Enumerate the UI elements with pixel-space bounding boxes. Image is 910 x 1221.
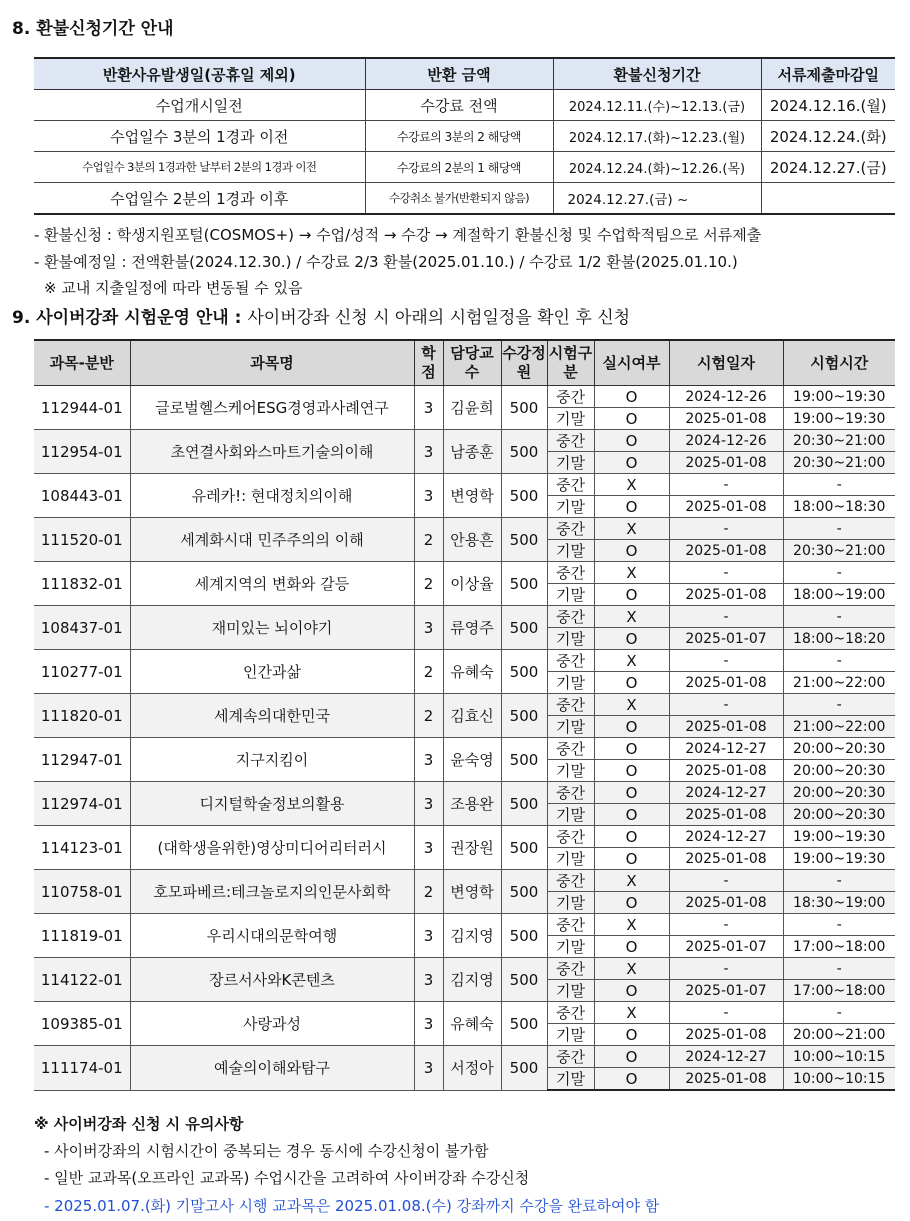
course-name: (대학생을위한)영상미디어리터러시 [130,826,414,870]
exam-date: - [669,606,783,628]
table-row [34,121,895,152]
exam-date: - [669,474,783,496]
amount-cell: 수강료의 3분의 2 해당액 [365,121,553,152]
table-row [34,1046,895,1068]
exam-time: - [783,1002,895,1024]
refund-period-table [34,57,895,215]
exam-date: 2025-01-07 [669,936,783,958]
table-row [34,870,895,892]
period-cell: 2024.12.17.(화)~12.23.(월) [553,121,761,152]
exam-date: 2025-01-08 [669,672,783,694]
course-credit: 2 [414,870,443,914]
course-credit: 3 [414,958,443,1002]
exam-time: - [783,870,895,892]
exam-time: 10:00~10:15 [783,1046,895,1068]
amount-cell: 수강취소 불가(반환되지 않음) [365,183,553,215]
exam-conducted: X [594,694,669,716]
exam-date: 2025-01-08 [669,716,783,738]
exam-conducted: O [594,584,669,606]
course-credit: 3 [414,606,443,650]
header-document-deadline: 서류제출마감일 [761,58,895,90]
exam-time: 19:00~19:30 [783,408,895,430]
exam-time: - [783,958,895,980]
exam-conducted: X [594,1002,669,1024]
course-code: 112944-01 [34,386,130,430]
exam-type: 기말 [547,540,594,562]
exam-conducted: O [594,408,669,430]
course-professor: 서정아 [443,1046,501,1091]
table-row [34,1002,895,1024]
table-row [34,738,895,760]
table-row [34,386,895,408]
exam-time: 20:00~20:30 [783,804,895,826]
course-professor: 이상율 [443,562,501,606]
course-professor: 김효신 [443,694,501,738]
exam-date: 2025-01-08 [669,452,783,474]
exam-time: 21:00~22:00 [783,672,895,694]
course-code: 111819-01 [34,914,130,958]
reason-cell: 수업일수 3분의 1경과한 날부터 2분의 1경과 이전 [34,152,365,183]
exam-date: 2025-01-08 [669,760,783,782]
table-row [34,562,895,584]
exam-date: 2024-12-27 [669,782,783,804]
course-code: 112947-01 [34,738,130,782]
header-professor: 담당교수 [443,340,501,386]
exam-date: - [669,518,783,540]
exam-type: 기말 [547,496,594,518]
course-capacity: 500 [501,474,547,518]
course-name: 유레카!: 현대정치의이해 [130,474,414,518]
exam-time: 17:00~18:00 [783,936,895,958]
table-row [34,694,895,716]
course-professor: 유혜숙 [443,1002,501,1046]
course-code: 111832-01 [34,562,130,606]
section-number: 8. [12,19,31,39]
course-credit: 2 [414,650,443,694]
caution-item: - 사이버강좌의 시험시간이 중복되는 경우 동시에 수강신청이 불가함 [44,1142,489,1160]
exam-conducted: X [594,650,669,672]
exam-type: 중간 [547,386,594,408]
table-row [34,650,895,672]
exam-conducted: O [594,738,669,760]
course-capacity: 500 [501,386,547,430]
exam-conducted: X [594,870,669,892]
course-name: 호모파베르:테크놀로지의인문사회학 [130,870,414,914]
exam-conducted: O [594,540,669,562]
course-name: 세계화시대 민주주의의 이해 [130,518,414,562]
table-header-row [34,340,895,386]
refund-note-disclaimer: ※ 교내 지출일정에 따라 변동될 수 있음 [44,279,303,297]
header-exam-type: 시험구분 [547,340,594,386]
course-capacity: 500 [501,870,547,914]
exam-time: - [783,694,895,716]
exam-time: - [783,518,895,540]
course-name: 우리시대의문학여행 [130,914,414,958]
exam-type: 기말 [547,936,594,958]
caution-item-highlight: - 2025.01.07.(화) 기말고사 시행 교과목은 2025.01.08.(수) 강좌까지 수강을 완료하여야 함 [44,1197,660,1215]
course-name: 인간과삶 [130,650,414,694]
exam-time: 20:30~21:00 [783,540,895,562]
header-refund-period: 환불신청기간 [553,58,761,90]
exam-conducted: O [594,386,669,408]
exam-type: 기말 [547,980,594,1002]
exam-type: 중간 [547,518,594,540]
deadline-cell: 2024.12.24.(화) [761,121,895,152]
exam-time: 10:00~10:15 [783,1068,895,1091]
exam-type: 중간 [547,826,594,848]
course-professor: 변영학 [443,474,501,518]
course-name: 장르서사와K콘텐츠 [130,958,414,1002]
exam-type: 기말 [547,848,594,870]
course-code: 108443-01 [34,474,130,518]
exam-type: 중간 [547,606,594,628]
course-capacity: 500 [501,958,547,1002]
exam-type: 중간 [547,738,594,760]
course-name: 초연결사회와스마트기술의이해 [130,430,414,474]
caution-title: ※ 사이버강좌 신청 시 유의사항 [34,1115,244,1133]
course-name: 예술의이해와탐구 [130,1046,414,1091]
header-credit: 학점 [414,340,443,386]
course-capacity: 500 [501,694,547,738]
amount-cell: 수강료 전액 [365,90,553,121]
course-credit: 2 [414,694,443,738]
exam-date: 2025-01-08 [669,1068,783,1091]
header-course-name: 과목명 [130,340,414,386]
course-capacity: 500 [501,650,547,694]
exam-conducted: O [594,716,669,738]
course-credit: 3 [414,474,443,518]
course-capacity: 500 [501,518,547,562]
exam-type: 중간 [547,782,594,804]
course-name: 지구지킴이 [130,738,414,782]
table-row [34,958,895,980]
exam-time: - [783,474,895,496]
exam-conducted: X [594,914,669,936]
course-professor: 유혜숙 [443,650,501,694]
course-professor: 조용완 [443,782,501,826]
exam-date: 2025-01-08 [669,892,783,914]
exam-date: 2024-12-27 [669,1046,783,1068]
course-code: 111520-01 [34,518,130,562]
exam-time: - [783,606,895,628]
deadline-cell: 2024.12.16.(월) [761,90,895,121]
exam-type: 중간 [547,694,594,716]
exam-date: 2025-01-08 [669,408,783,430]
exam-conducted: O [594,936,669,958]
exam-time: 21:00~22:00 [783,716,895,738]
course-capacity: 500 [501,1002,547,1046]
section-number: 9. [12,308,31,328]
course-capacity: 500 [501,562,547,606]
reason-cell: 수업일수 3분의 1경과 이전 [34,121,365,152]
course-code: 112954-01 [34,430,130,474]
course-professor: 권장원 [443,826,501,870]
table-row [34,914,895,936]
exam-conducted: X [594,606,669,628]
course-code: 109385-01 [34,1002,130,1046]
exam-type: 기말 [547,408,594,430]
exam-time: 18:00~18:30 [783,496,895,518]
course-professor: 김지영 [443,958,501,1002]
exam-date: 2025-01-07 [669,628,783,650]
exam-date: - [669,870,783,892]
exam-time: 18:30~19:00 [783,892,895,914]
exam-time: 20:00~20:30 [783,738,895,760]
table-row [34,606,895,628]
exam-time: 19:00~19:30 [783,848,895,870]
exam-type: 기말 [547,672,594,694]
exam-conducted: X [594,474,669,496]
table-row [34,826,895,848]
table-row [34,152,895,183]
course-credit: 3 [414,826,443,870]
course-professor: 김윤희 [443,386,501,430]
period-cell: 2024.12.24.(화)~12.26.(목) [553,152,761,183]
exam-date: - [669,694,783,716]
course-code: 112974-01 [34,782,130,826]
section-8-heading [12,14,174,39]
exam-type: 기말 [547,892,594,914]
exam-time: - [783,650,895,672]
course-professor: 류영주 [443,606,501,650]
exam-type: 기말 [547,584,594,606]
course-credit: 2 [414,518,443,562]
exam-conducted: O [594,782,669,804]
table-row [34,782,895,804]
exam-date: 2025-01-08 [669,584,783,606]
exam-type: 기말 [547,760,594,782]
exam-time: 20:30~21:00 [783,430,895,452]
exam-time: - [783,562,895,584]
header-conducted: 실시여부 [594,340,669,386]
exam-date: 2024-12-27 [669,826,783,848]
course-professor: 김지영 [443,914,501,958]
exam-type: 중간 [547,870,594,892]
exam-date: - [669,562,783,584]
course-name: 세계지역의 변화와 갈등 [130,562,414,606]
exam-conducted: O [594,804,669,826]
course-capacity: 500 [501,782,547,826]
section-subtitle: 사이버강좌 신청 시 아래의 시험일정을 확인 후 신청 [247,308,631,328]
exam-time: 18:00~19:00 [783,584,895,606]
exam-type: 기말 [547,452,594,474]
course-credit: 3 [414,386,443,430]
course-name: 글로벌헬스케어ESG경영과사례연구 [130,386,414,430]
table-row [34,518,895,540]
header-exam-date: 시험일자 [669,340,783,386]
course-professor: 변영학 [443,870,501,914]
caution-item: - 일반 교과목(오프라인 교과목) 수업시간을 고려하여 사이버강좌 수강신청 [44,1169,530,1187]
exam-type: 기말 [547,804,594,826]
exam-type: 기말 [547,1068,594,1091]
header-refund-amount: 반환 금액 [365,58,553,90]
exam-conducted: O [594,848,669,870]
exam-conducted: O [594,452,669,474]
course-name: 세계속의대한민국 [130,694,414,738]
course-capacity: 500 [501,430,547,474]
course-name: 사랑과성 [130,1002,414,1046]
period-cell: 2024.12.11.(수)~12.13.(금) [553,90,761,121]
exam-time: 20:00~21:00 [783,1024,895,1046]
exam-type: 중간 [547,914,594,936]
exam-time: 17:00~18:00 [783,980,895,1002]
exam-conducted: X [594,562,669,584]
course-professor: 윤숙영 [443,738,501,782]
exam-time: 19:00~19:30 [783,386,895,408]
deadline-cell [761,183,895,215]
reason-cell: 수업일수 2분의 1경과 이후 [34,183,365,215]
exam-type: 기말 [547,716,594,738]
section-title: 환불신청기간 안내 [36,19,174,39]
header-reason-date: 반환사유발생일(공휴일 제외) [34,58,365,90]
exam-time: 18:00~18:20 [783,628,895,650]
exam-type: 중간 [547,958,594,980]
exam-type: 중간 [547,474,594,496]
exam-type: 중간 [547,1002,594,1024]
exam-conducted: X [594,958,669,980]
exam-date: 2025-01-07 [669,980,783,1002]
exam-time: 19:00~19:30 [783,826,895,848]
course-capacity: 500 [501,826,547,870]
header-exam-time: 시험시간 [783,340,895,386]
deadline-cell: 2024.12.27.(금) [761,152,895,183]
course-code: 108437-01 [34,606,130,650]
table-header-row [34,58,895,90]
exam-conducted: O [594,628,669,650]
exam-conducted: O [594,760,669,782]
exam-conducted: O [594,1046,669,1068]
table-row [34,183,895,215]
cyber-exam-table [34,339,895,1091]
exam-time: 20:00~20:30 [783,782,895,804]
course-code: 114123-01 [34,826,130,870]
exam-conducted: X [594,518,669,540]
header-course-code: 과목-분반 [34,340,130,386]
reason-cell: 수업개시일전 [34,90,365,121]
exam-type: 기말 [547,1024,594,1046]
course-credit: 3 [414,738,443,782]
exam-conducted: O [594,430,669,452]
exam-conducted: O [594,672,669,694]
exam-date: - [669,1002,783,1024]
course-capacity: 500 [501,738,547,782]
table-row [34,90,895,121]
table-row [34,474,895,496]
course-code: 111820-01 [34,694,130,738]
table-row [34,430,895,452]
exam-type: 기말 [547,628,594,650]
course-credit: 3 [414,1046,443,1091]
exam-time: 20:00~20:30 [783,760,895,782]
exam-table-body [34,386,895,1091]
exam-date: 2024-12-26 [669,386,783,408]
exam-conducted: O [594,826,669,848]
course-credit: 3 [414,782,443,826]
section-9-heading [12,303,630,328]
refund-note-apply: - 환불신청 : 학생지원포털(COSMOS+) → 수업/성적 → 수강 → 계절학기 환불신청 및 수업학적팀으로 서류제출 [34,226,762,244]
exam-date: - [669,650,783,672]
course-code: 110758-01 [34,870,130,914]
course-capacity: 500 [501,606,547,650]
course-professor: 안용흔 [443,518,501,562]
exam-date: - [669,914,783,936]
course-professor: 남종훈 [443,430,501,474]
exam-type: 중간 [547,1046,594,1068]
exam-conducted: O [594,980,669,1002]
course-credit: 3 [414,1002,443,1046]
course-credit: 3 [414,430,443,474]
course-credit: 2 [414,562,443,606]
course-capacity: 500 [501,914,547,958]
exam-conducted: O [594,1068,669,1091]
amount-cell: 수강료의 2분의 1 해당액 [365,152,553,183]
course-code: 114122-01 [34,958,130,1002]
course-capacity: 500 [501,1046,547,1091]
course-code: 111174-01 [34,1046,130,1091]
course-name: 재미있는 뇌이야기 [130,606,414,650]
exam-date: 2024-12-26 [669,430,783,452]
exam-date: 2025-01-08 [669,540,783,562]
exam-type: 중간 [547,650,594,672]
exam-type: 중간 [547,430,594,452]
exam-date: 2024-12-27 [669,738,783,760]
header-capacity: 수강정원 [501,340,547,386]
course-name: 디지털학술정보의활용 [130,782,414,826]
course-credit: 3 [414,914,443,958]
exam-date: 2025-01-08 [669,804,783,826]
exam-date: 2025-01-08 [669,848,783,870]
refund-note-schedule: - 환불예정일 : 전액환불(2024.12.30.) / 수강료 2/3 환불(2025.01.10.) / 수강료 1/2 환불(2025.01.10.) [34,253,738,271]
exam-time: 20:30~21:00 [783,452,895,474]
period-cell: 2024.12.27.(금) ~ [553,183,761,215]
exam-time: - [783,914,895,936]
exam-conducted: O [594,1024,669,1046]
exam-conducted: O [594,496,669,518]
exam-date: 2025-01-08 [669,496,783,518]
course-code: 110277-01 [34,650,130,694]
exam-type: 중간 [547,562,594,584]
exam-date: - [669,958,783,980]
exam-conducted: O [594,892,669,914]
exam-date: 2025-01-08 [669,1024,783,1046]
section-title: 사이버강좌 시험운영 안내 : [36,308,242,328]
